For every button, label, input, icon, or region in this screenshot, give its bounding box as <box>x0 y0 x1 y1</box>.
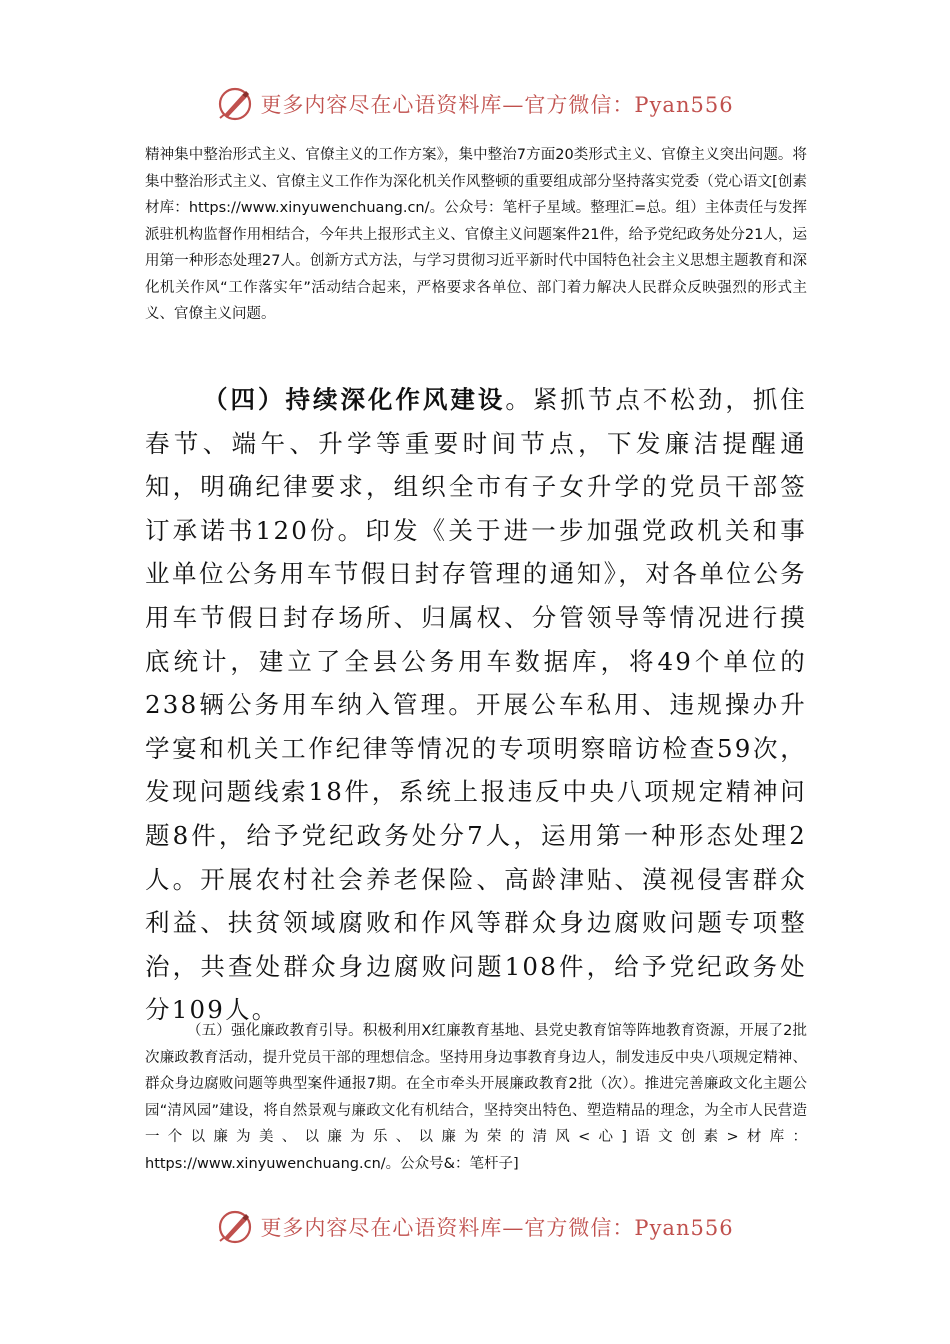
footer-banner-text: 更多内容尽在心语资料库—官方微信：Pyan556 <box>260 1216 734 1240</box>
pen-logo-icon <box>216 85 254 123</box>
header-banner <box>0 82 950 126</box>
header-banner-text: 更多内容尽在心语资料库—官方微信：Pyan556 <box>260 93 734 117</box>
footer-banner <box>0 1205 950 1249</box>
section-4-heading: （四）持续深化作风建设 <box>203 385 506 414</box>
section-4-paragraph <box>145 378 807 1032</box>
pen-logo-icon <box>216 1208 254 1246</box>
section-4-body: 。紧抓节点不松劲，抓住春节、端午、升学等重要时间节点，下发廉洁提醒通知，明确纪律要求，组织全市有子女升学的党员干部签订承诺书120份。印发《关于进一步加强党政机关和事业单位公务用车节假日封存管理的通知》，对各单位公务用车节假日封存场所、归属权、分管领导等情况进行摸底统计，建立了全县公务用车数据库，将49个单位的238辆公务用车纳入管理。开展公车私用、违规操办升学宴和机关工作纪律等情况的专项明察暗访检查59次，发现问题线索18件，系统上报违反中央八项规定精神问题8件，给予党纪政务处分7人，运用第一种形态处理2人。开展农村社会养老保险、高龄津贴、漠视侵害群众利益、扶贫领域腐败和作风等群众身边腐败问题专项整治，共查处群众身边腐败问题108件，给予党纪政务处分109人。 <box>145 385 808 1025</box>
section-5-paragraph: （五）强化廉政教育引导。积极利用X红廉教育基地、县党史教育馆等阵地教育资源，开展了2批次廉政教育活动，提升党员干部的理想信念。坚持用身边事教育身边人，制发违反中央八项规定精神、群众身边腐败问题等典型案件通报7期。在全市牵头开展廉政教育2批（次）。推进完善廉政文化主题公园“清风园”建设，将自然景观与廉政文化有机结合，坚持突出特色、塑造精品的理念，为全市人民营造一个以廉为美、以廉为乐、以廉为荣的清风<心]语文创素>材库：https://www.xinyuwenchuang.cn/。公众号&：笔杆子] <box>145 1023 807 1172</box>
paragraph-1: 精神集中整治形式主义、官僚主义的工作方案》，集中整治7方面20类形式主义、官僚主义突出问题。将集中整治形式主义、官僚主义工作作为深化机关作风整顿的重要组成部分坚持落实党委（党心语文[创素材库：https://www.xinyuwenchuang.cn/。公众号：笔杆子星域。整理汇=总。组）主体责任与发挥派驻机构监督作用相结合，今年共上报形式主义、官僚主义问题案件21件，给予党纪政务处分21人，运用第一种形态处理27人。创新方式方法，与学习贯彻习近平新时代中国特色社会主义思想主题教育和深化机关作风“工作落实年”活动结合起来，严格要求各单位、部门着力解决人民群众反映强烈的形式主义、官僚主义问题。 <box>145 147 807 322</box>
